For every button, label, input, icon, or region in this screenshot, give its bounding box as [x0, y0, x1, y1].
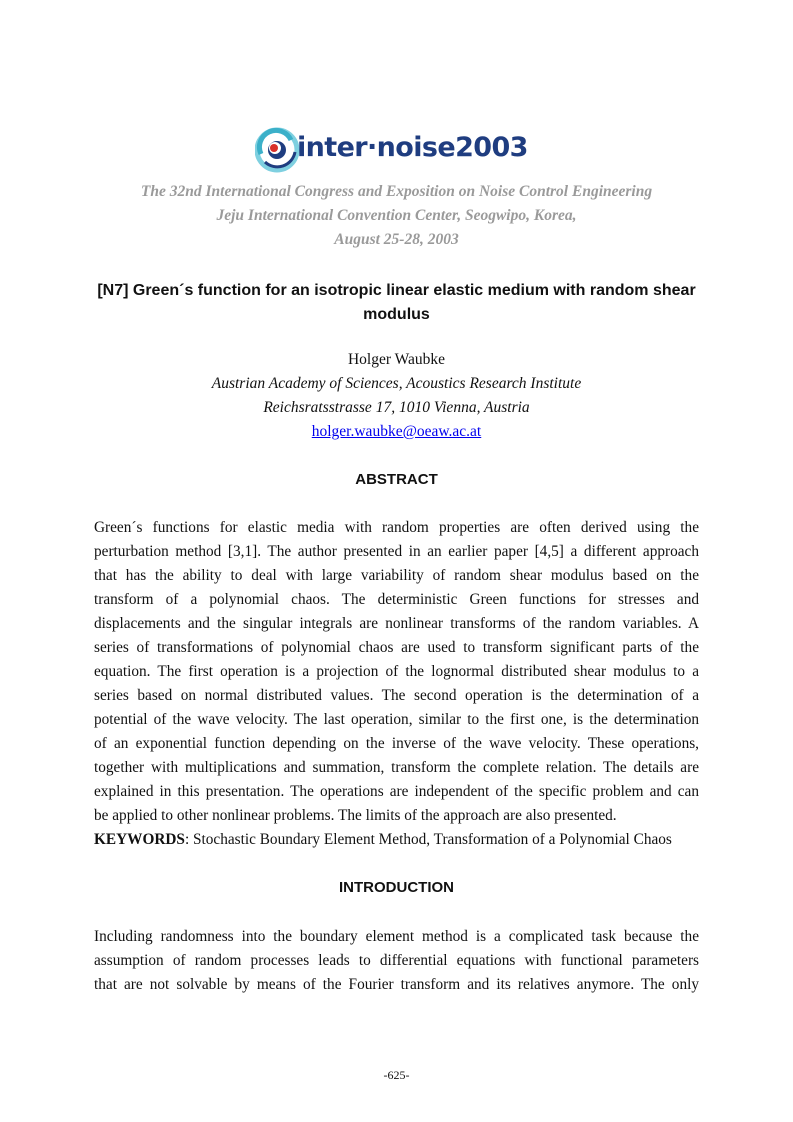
abstract-line: of an exponential function depending on the inverse of the wave velocity. These operations, [94, 735, 699, 752]
page-number: -625- [383, 1068, 410, 1082]
conference-name: The 32nd International Congress and Exposition on Noise Control Engineering [140, 183, 653, 200]
abstract-line: series based on normal distributed values. The second operation is the determination of a [94, 687, 699, 704]
keywords-line [94, 828, 699, 852]
abstract-line: displacements and the singular integrals are nonlinear transforms of the random variables. A [94, 615, 699, 632]
author-address: Reichsratsstrasse 17, 1010 Vienna, Austria [263, 399, 530, 416]
abstract-line: perturbation method [3,1]. The author presented in an earlier paper [4,5] a different approach [94, 543, 699, 560]
abstract-body [94, 516, 699, 852]
abstract-heading: ABSTRACT [355, 471, 438, 488]
introduction-heading: INTRODUCTION [339, 879, 454, 896]
abstract-line: transform of a polynomial chaos. The deterministic Green functions for stresses and [94, 591, 699, 608]
author-name: Holger Waubke [347, 351, 446, 368]
abstract-line: potential of the wave velocity. The last operation, similar to the first one, is the determination [94, 711, 699, 728]
abstract-line: be applied to other nonlinear problems. The limits of the approach are also presented. [94, 807, 617, 824]
abstract-line: together with multiplications and summation, transform the complete relation. The details are [94, 759, 699, 776]
abstract-line: Green´s functions for elastic media with random properties are often derived using the [94, 519, 699, 536]
keywords-text: : Stochastic Boundary Element Method, Transformation of a Polynomial Chaos [184, 831, 672, 848]
abstract-line: that has the ability to deal with large variability of random shear modulus based on the [94, 567, 699, 584]
abstract-line: series of transformations of polynomial chaos are used to transform significant parts of the [94, 639, 699, 656]
conference-venue: Jeju International Convention Center, Seogwipo, Korea, [216, 207, 577, 224]
author-affiliation: Austrian Academy of Sciences, Acoustics Research Institute [211, 375, 582, 392]
introduction-line: assumption of random processes leads to differential equations with functional parameters [94, 952, 699, 969]
title-line-2: modulus [363, 306, 430, 323]
title-line-1: [N7] Green´s function for an isotropic linear elastic medium with random shear [97, 282, 696, 299]
introduction-line: that are not solvable by means of the Fourier transform and its relatives anymore. The only [94, 976, 699, 993]
abstract-line: explained in this presentation. The operations are independent of the specific problem and can [94, 783, 699, 800]
introduction-body [94, 925, 699, 997]
logo-text: inter·noise2003 [297, 132, 528, 163]
introduction-line: Including randomness into the boundary element method is a complicated task because the [94, 928, 699, 945]
author-email-link[interactable]: holger.waubke@oeaw.ac.at [311, 423, 482, 440]
author-email-row [0, 423, 793, 441]
conference-logo [255, 120, 545, 178]
abstract-line: equation. The first operation is a projection of the lognormal distributed shear modulus to a [94, 663, 699, 680]
paper-title [70, 279, 723, 327]
keywords-label: KEYWORDS [94, 831, 185, 848]
conference-date: August 25-28, 2003 [334, 231, 459, 248]
swirl-logo-icon [255, 120, 303, 178]
